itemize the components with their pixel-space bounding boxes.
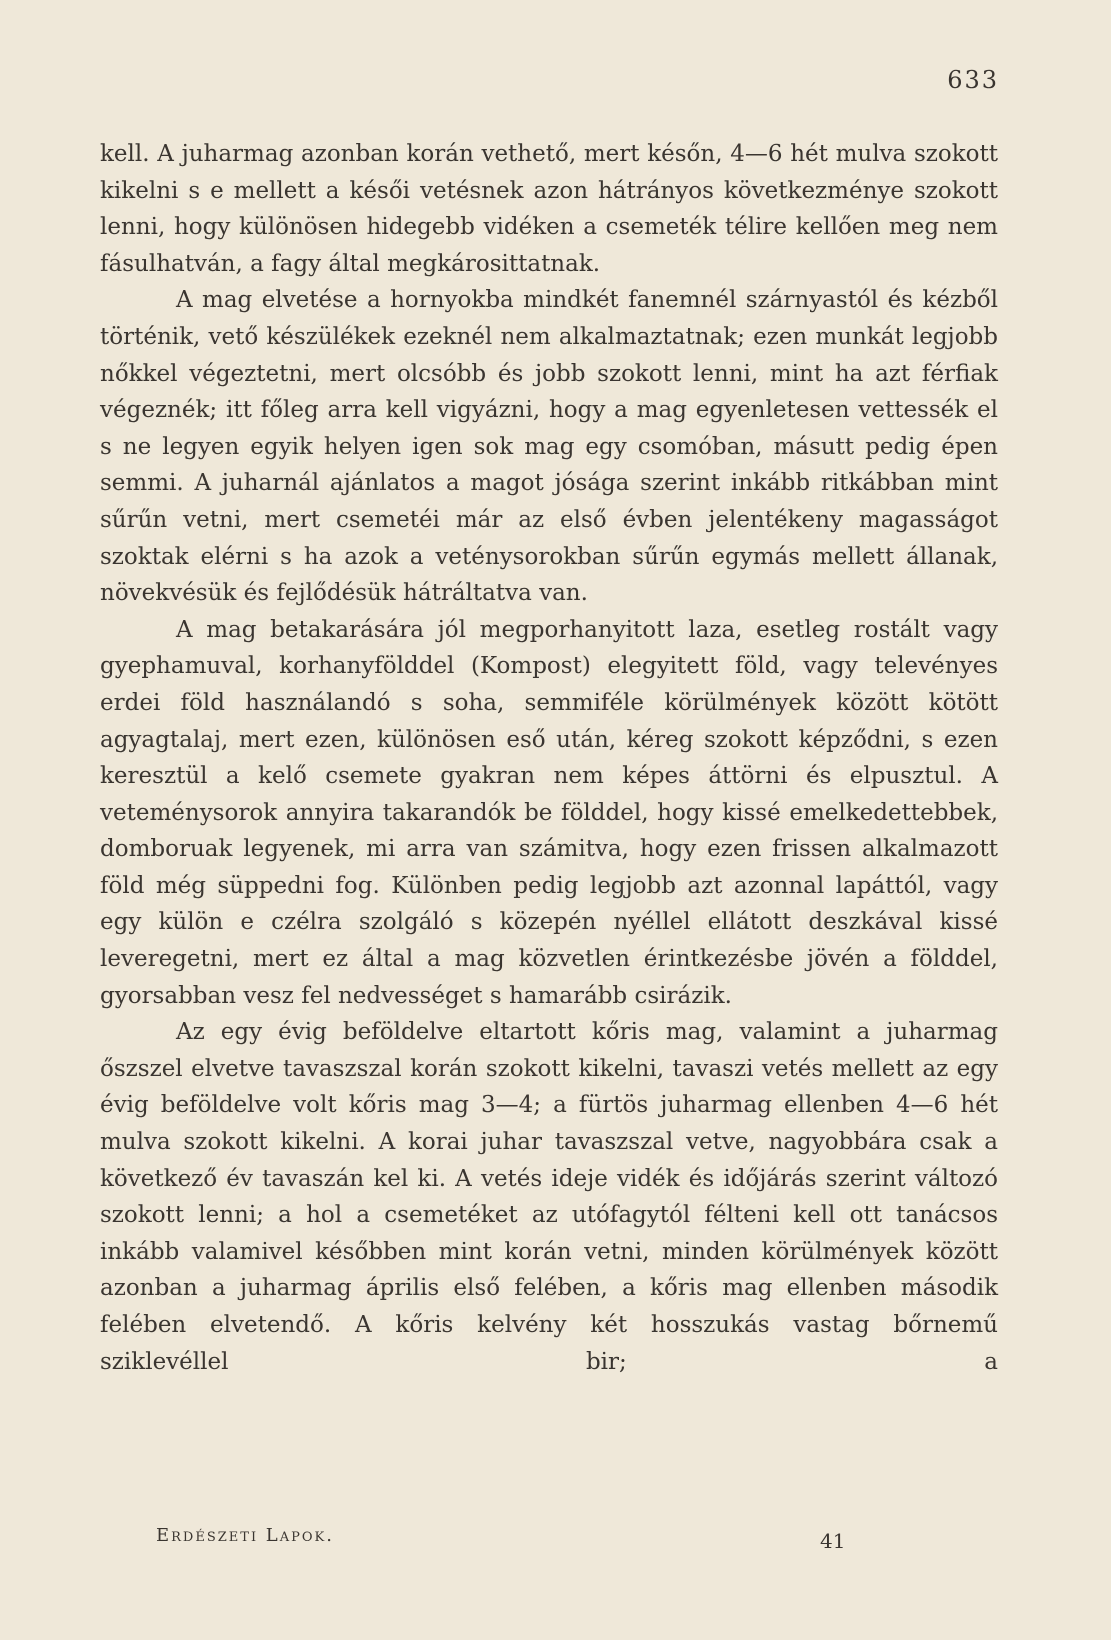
paragraph-1: kell. A juharmag azonban korán vethető, mert későn, 4—6 hét mulva szokott kikelni s e mellett a késői vetésnek azon hátrányos következménye szokott lenni, hogy különösen hidegebb vidéken a csemeték télire kellően meg nem fásulhatván, a fagy által megkárosittatnak. bbox=[100, 141, 998, 277]
sheet-number: 41 bbox=[820, 1529, 846, 1553]
page-footer bbox=[156, 1525, 856, 1555]
paragraph-4: Az egy évig beföldelve eltartott kőris mag, valamint a juharmag őszszel elvetve tavaszszal korán szokott kikelni, tavaszi vetés mellett az egy évig beföldelve volt kőris mag 3—4; a fürtös juharmag ellenben 4—6 hét mulva szokott kikelni. A korai juhar tavaszszal vetve, nagyobbára csak a következő év tavaszán kel ki. A vetés ideje vidék és időjárás szerint változó szokott lenni; a hol a csemetéket az utófagytól félteni kell ott tanácsos inkább valamivel későbben mint korán vetni, minden körülmények között azonban a juharmag április első felében, a kőris mag ellenben második felében elvetendő. A kőris kelvény két hosszukás vastag bőrnemű sziklevéllel bir; a bbox=[100, 1019, 998, 1375]
journal-title: Erdészeti Lapok. bbox=[156, 1525, 334, 1546]
page-number: 633 bbox=[947, 66, 999, 94]
body-text bbox=[100, 136, 998, 1380]
paragraph-2: A mag elvetése a hornyokba mindkét fanemnél szárnyastól és kézből történik, vető készülékek ezeknél nem alkalmaztatnak; ezen munkát legjobb nőkkel végeztetni, mert olcsóbb és jobb szokott lenni, mint ha azt férfiak végeznék; itt főleg arra kell vigyázni, hogy a mag egyenletesen vettessék el s ne legyen egyik helyen igen sok mag egy csomóban, másutt pedig épen semmi. A juharnál ajánlatos a magot jósága szerint inkább ritkábban mint sűrűn vetni, mert csemetéi már az első évben jelentékeny magasságot szoktak elérni s ha azok a veténysorokban sűrűn egymás mellett állanak, növekvésük és fejlődésük hátráltatva van. bbox=[100, 287, 998, 607]
paragraph-3: A mag betakarására jól megporhanyitott laza, esetleg rostált vagy gyephamuval, korhanyfölddel (Kompost) elegyitett föld, vagy televényes erdei föld használandó s soha, semmiféle körülmények között kötött agyagtalaj, mert ezen, különösen eső után, kéreg szokott képződni, s ezen keresztül a kelő csemete gyakran nem képes áttörni és elpusztul. A veteménysorok annyira takarandók be földdel, hogy kissé emelkedettebbek, domboruak legyenek, mi arra van számitva, hogy ezen frissen alkalmazott föld még süppedni fog. Különben pedig legjobb azt azonnal lapáttól, vagy egy külön e czélra szolgáló s közepén nyéllel ellátott deszkával kissé leveregetni, mert ez által a mag közvetlen érintkezésbe jövén a földdel, gyorsabban vesz fel nedvességet s hamarább csirázik. bbox=[100, 616, 998, 1009]
